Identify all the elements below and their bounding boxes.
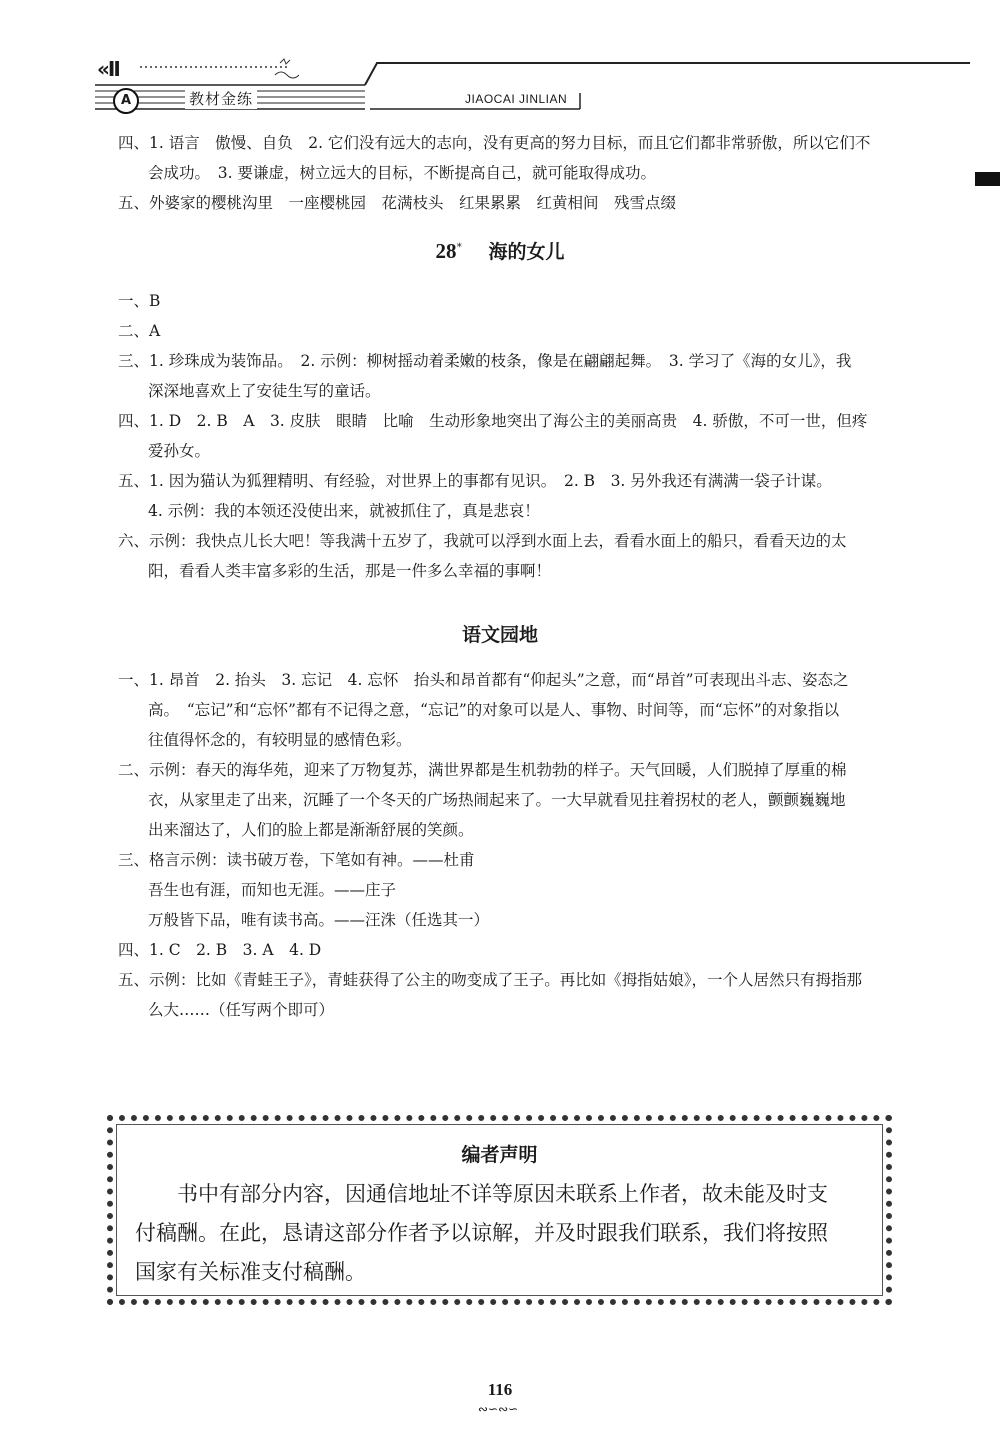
lesson-answers: [118, 286, 908, 586]
answer-line: 一、1. 昂首 2. 抬头 3. 忘记 4. 忘怀 抬头和昂首都有“仰起头”之意，而“昂首”可表现出斗志、姿态之: [118, 671, 849, 689]
notice-title: 编者声明: [461, 1144, 538, 1166]
answer-line: 高。 “忘记”和“忘怀”都有不记得之意，“忘记”的对象可以是人、事物、时间等，而“忘怀”的对象指以: [148, 701, 840, 719]
answer-line: 深深地喜欢上了安徒生写的童话。: [148, 382, 381, 400]
header-title: 教材金练: [185, 88, 257, 109]
answer-line: 三、格言示例：读书破万卷，下笔如有神。——杜甫: [118, 851, 475, 869]
notice-body: [135, 1175, 870, 1292]
page-number-flourish-icon: ∾∽∾∽: [478, 1402, 519, 1416]
answer-line: 五、外婆家的樱桃沟里 一座樱桃园 花满枝头 红果累累 红黄相间 残雪点缀: [118, 194, 677, 212]
answer-line: 六、示例：我快点儿长大吧！等我满十五岁了，我就可以浮到水面上去，看看水面上的船只，看看天边的太: [118, 532, 847, 550]
prev-section-answers: [118, 128, 908, 218]
answer-line: 往值得怀念的，有较明显的感情色彩。: [148, 731, 412, 749]
notice-line: 付稿酬。在此，恳请这部分作者予以谅解，并及时跟我们联系，我们将按照: [135, 1221, 828, 1245]
answer-line: 爱孙女。: [148, 442, 211, 460]
answer-line: 万般皆下品，唯有读书高。——汪洙（任选其一）: [148, 911, 490, 929]
answer-line: 五、示例：比如《青蛙王子》，青蛙获得了公主的吻变成了王子。再比如《拇指姑娘》，一个人居然只有拇指那: [118, 971, 863, 989]
header-chevron-icon: «II: [97, 57, 119, 81]
answer-line: 衣，从家里走了出来，沉睡了一个冬天的广场热闹起来了。一大早就看见拄着拐杖的老人，颤颤巍巍地: [148, 791, 846, 809]
answer-line: 四、1. D 2. B A 3. 皮肤 眼睛 比喻 生动形象地突出了海公主的美丽高贵 4. 骄傲，不可一世，但疼: [118, 412, 868, 430]
notice-line: 书中有部分内容，因通信地址不详等原因未联系上作者，故未能及时支: [135, 1182, 828, 1206]
answer-line: 五、1. 因为猫认为狐狸精明、有经验，对世界上的事都有见识。 2. B 3. 另外我还有满满一袋子计谋。: [118, 472, 832, 490]
page-edge-tab: [975, 172, 1000, 186]
answer-line: 一、B: [118, 292, 161, 310]
page-header: [95, 55, 970, 115]
answer-line: 阳，看看人类丰富多彩的生活，那是一件多么幸福的事啊！: [148, 562, 552, 580]
header-badge-icon: A: [113, 88, 139, 114]
answer-line: 么大……（任写两个即可）: [148, 1001, 335, 1019]
notice-line: 国家有关标准支付稿酬。: [135, 1260, 366, 1284]
lesson-title: [0, 237, 1000, 264]
header-pinyin: JIAOCAI JINLIAN: [465, 92, 568, 106]
lesson-number: 28: [435, 239, 457, 263]
lesson-name: 海的女儿: [488, 241, 565, 263]
answer-line: 会成功。 3. 要谦虚，树立远大的目标，不断提高自己，就可能取得成功。: [148, 164, 656, 182]
answer-line: 二、A: [118, 322, 161, 340]
lesson-mark: *: [456, 240, 462, 254]
answer-line: 三、1. 珍珠成为装饰品。 2. 示例：柳树摇动着柔嫩的枝条，像是在翩翩起舞。 3. 学习了《海的女儿》，我: [118, 352, 852, 370]
answer-line: 4. 示例：我的本领还没使出来，就被抓住了，真是悲哀！: [148, 502, 540, 520]
page-number: 116: [487, 1380, 513, 1399]
answer-line: 出来溜达了，人们的脸上都是渐渐舒展的笑颜。: [148, 821, 474, 839]
editor-notice-box: [107, 1115, 892, 1305]
answer-line: 二、示例：春天的海华苑，迎来了万物复苏，满世界都是生机勃勃的样子。天气回暖，人们脱掉了厚重的棉: [118, 761, 847, 779]
garden-title: 语文园地: [461, 624, 538, 646]
answer-line: 四、1. 语言 傲慢、自负 2. 它们没有远大的志向，没有更高的努力目标，而且它们都非常骄傲，所以它们不: [118, 134, 871, 152]
answer-line: 吾生也有涯，而知也无涯。——庄子: [148, 881, 397, 899]
garden-answers: [118, 665, 908, 1025]
answer-line: 四、1. C 2. B 3. A 4. D: [118, 941, 322, 959]
